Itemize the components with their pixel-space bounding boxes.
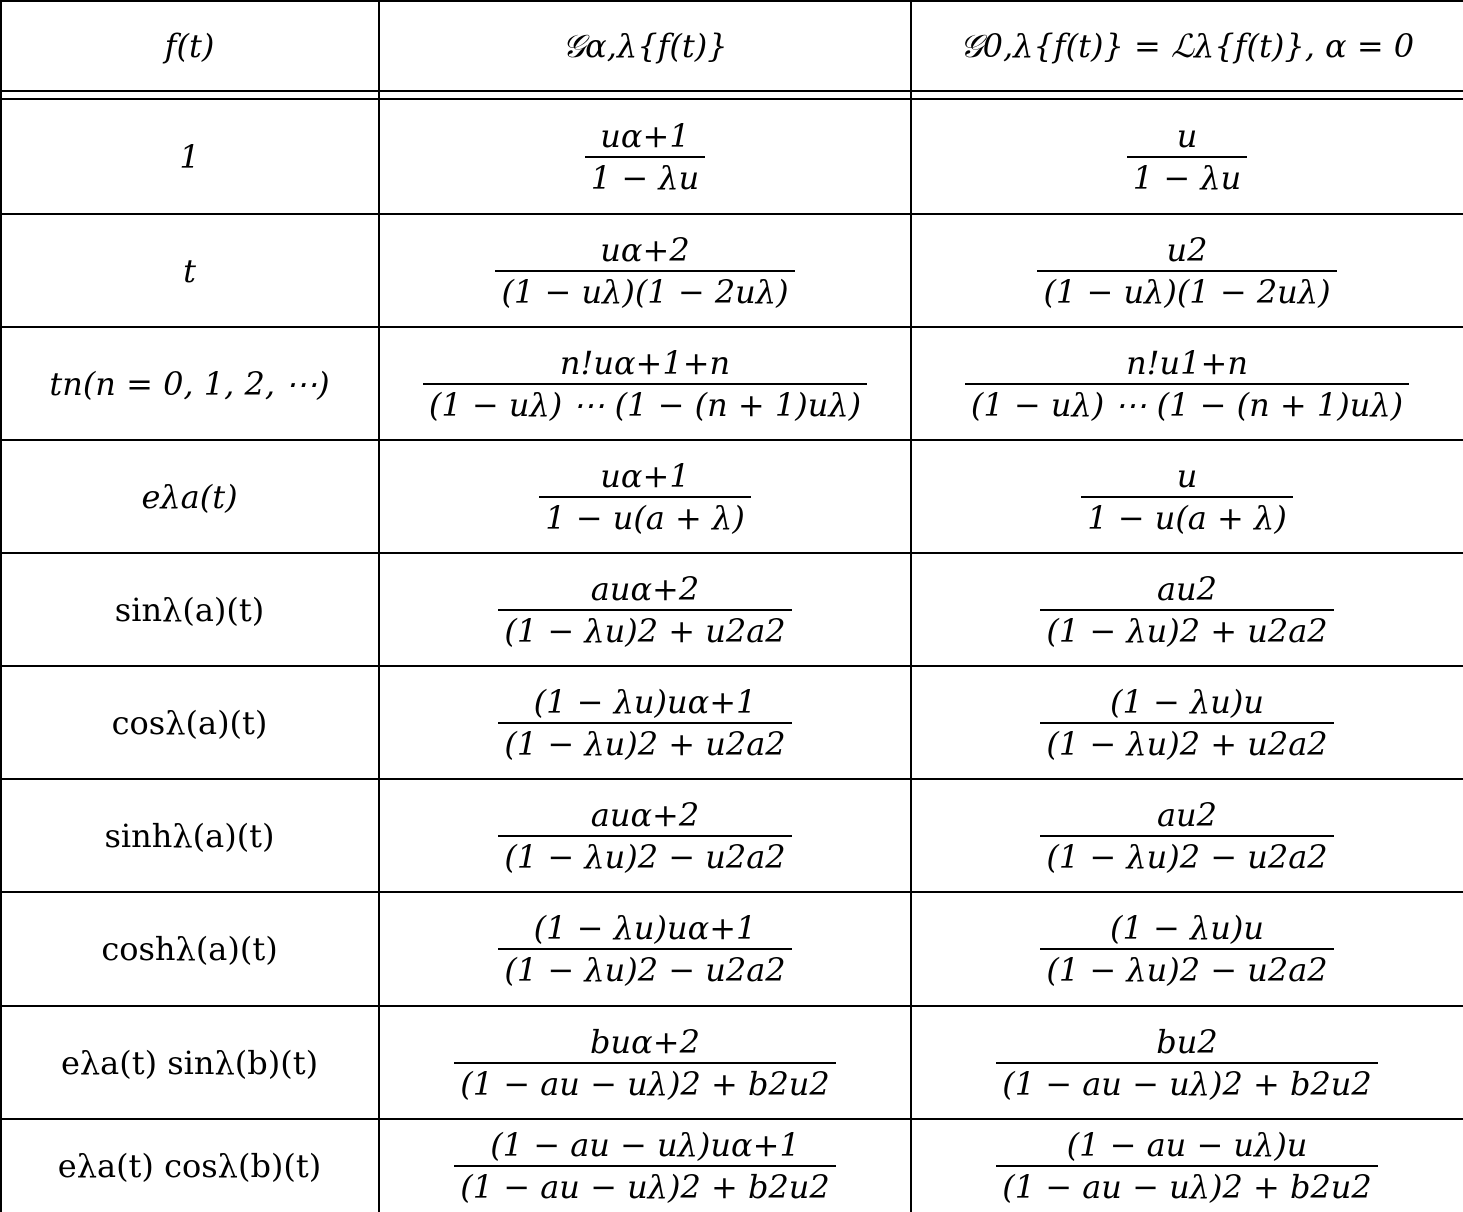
laplace-fraction [1127,116,1247,198]
numerator: n!u1+n [1126,343,1248,382]
function-cell: sinhλ(a)(t) [104,816,275,855]
table-row [0,1007,1463,1118]
denominator: 1 − u(a + λ) [1087,498,1287,537]
numerator: (1 − au − uλ)uα+1 [490,1126,800,1164]
laplace-cell [911,328,1463,439]
transform-fraction [539,456,751,538]
denominator: (1 − uλ) ⋯ (1 − (n + 1)uλ) [428,385,862,424]
laplace-fraction [1040,682,1333,764]
denominator: (1 − au − uλ)2 + b2u2 [1002,1168,1372,1206]
laplace-fraction [1040,795,1333,877]
table-row [0,215,1463,326]
laplace-fraction [965,343,1409,425]
numerator: uα+1 [600,116,690,155]
denominator: (1 − λu)2 − u2a2 [1046,951,1328,989]
header-transform: 𝒢α,λ{f(t)} [562,26,728,65]
function-cell: coshλ(a)(t) [101,930,278,968]
transform-fraction [454,1125,836,1207]
transform-fraction [498,682,791,764]
numerator: auα+2 [590,569,700,608]
numerator: u [1176,116,1198,155]
table-row [0,328,1463,439]
transform-fraction [498,908,791,990]
transform-cell [379,1120,911,1212]
transform-fraction [498,569,791,651]
laplace-fraction [1040,908,1333,990]
table-row [0,1120,1463,1212]
function-cell: eλa(t) [141,477,238,516]
transform-cell [379,780,911,891]
transform-cell [379,215,911,326]
numerator: au2 [1156,569,1218,608]
transform-fraction [454,1022,836,1104]
numerator: (1 − λu)uα+1 [533,682,757,721]
laplace-cell [911,1007,1463,1118]
transform-fraction [585,116,705,198]
transform-fraction [498,795,791,877]
table-row [0,441,1463,552]
numerator: u [1176,456,1198,495]
function-cell: t [183,251,196,290]
numerator: uα+2 [600,230,690,269]
laplace-cell [911,441,1463,552]
laplace-fraction [1040,569,1333,651]
numerator: uα+1 [600,456,690,495]
laplace-cell [911,215,1463,326]
numerator: buα+2 [590,1022,700,1061]
function-cell: eλa(t) sinλ(b)(t) [60,1043,319,1082]
header-laplace: 𝒢0,λ{f(t)} = ℒλ{f(t)}, α = 0 [959,26,1415,65]
transform-cell [379,554,911,665]
denominator: (1 − uλ) ⋯ (1 − (n + 1)uλ) [970,385,1404,424]
denominator: 1 − λu [1132,158,1242,197]
laplace-fraction [1081,456,1293,538]
numerator: bu2 [1156,1022,1218,1061]
table-row [0,667,1463,778]
denominator: (1 − λu)2 + u2a2 [1046,611,1328,650]
laplace-cell [911,100,1463,213]
transform-fraction [495,230,794,312]
laplace-cell [911,554,1463,665]
header-function: f(t) [164,27,215,65]
transform-cell [379,667,911,778]
numerator: (1 − λu)u [1110,682,1264,721]
numerator: n!uα+1+n [559,343,731,382]
numerator: u2 [1166,230,1208,269]
denominator: (1 − uλ)(1 − 2uλ) [1043,272,1331,311]
denominator: (1 − λu)2 + u2a2 [504,724,786,763]
numerator: au2 [1156,795,1218,834]
table-row [0,893,1463,1005]
transform-cell [379,100,911,213]
table-row [0,554,1463,665]
numerator: (1 − λu)u [1110,909,1264,947]
transform-cell [379,328,911,439]
laplace-cell [911,893,1463,1005]
denominator: (1 − au − uλ)2 + b2u2 [1002,1064,1372,1103]
denominator: (1 − λu)2 − u2a2 [1046,837,1328,876]
denominator: (1 − au − uλ)2 + b2u2 [460,1168,830,1206]
header-row [0,0,1463,92]
function-cell: eλa(t) cosλ(b)(t) [57,1147,322,1185]
function-cell: sinλ(a)(t) [114,590,265,629]
transform-cell [379,893,911,1005]
denominator: (1 − uλ)(1 − 2uλ) [501,272,789,311]
transform-cell [379,1007,911,1118]
numerator: auα+2 [590,795,700,834]
denominator: 1 − u(a + λ) [545,498,745,537]
laplace-cell [911,667,1463,778]
laplace-fraction [1037,230,1336,312]
table-row [0,100,1463,213]
denominator: (1 − λu)2 + u2a2 [504,611,786,650]
numerator: (1 − λu)uα+1 [533,909,757,947]
transform-cell [379,441,911,552]
denominator: (1 − λu)2 − u2a2 [504,951,786,989]
transform-fraction [423,343,867,425]
function-cell: 1 [179,137,200,176]
laplace-cell [911,1120,1463,1212]
denominator: (1 − λu)2 + u2a2 [1046,724,1328,763]
function-cell: cosλ(a)(t) [111,703,268,742]
function-cell: tn(n = 0, 1, 2, ⋯) [49,364,330,403]
laplace-fraction [996,1125,1378,1207]
laplace-fraction [996,1022,1378,1104]
numerator: (1 − au − uλ)u [1066,1126,1308,1164]
laplace-cell [911,780,1463,891]
table-row [0,780,1463,891]
denominator: 1 − λu [590,158,700,197]
denominator: (1 − au − uλ)2 + b2u2 [460,1064,830,1103]
denominator: (1 − λu)2 − u2a2 [504,837,786,876]
